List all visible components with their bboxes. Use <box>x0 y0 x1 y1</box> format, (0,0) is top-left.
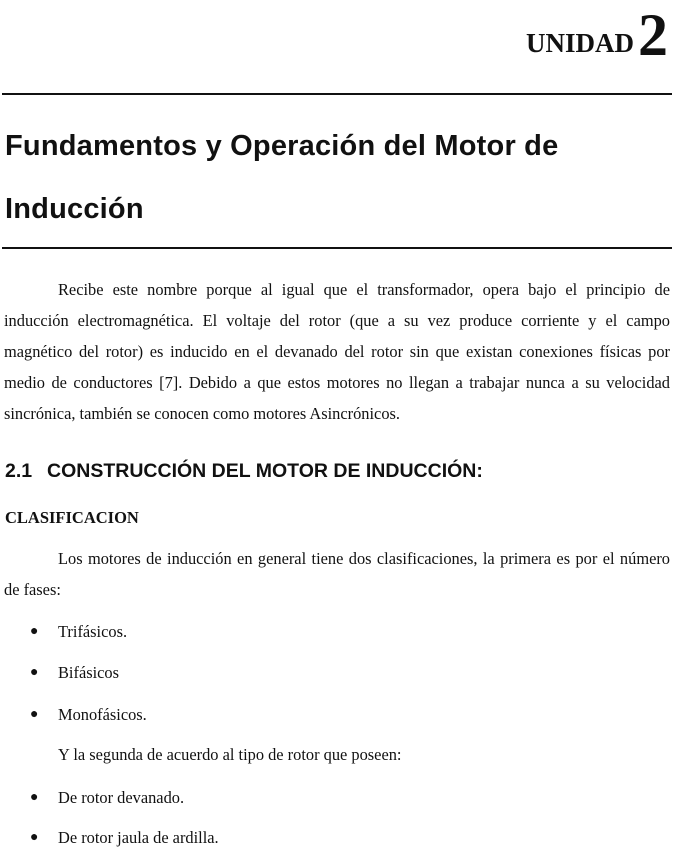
chapter-title: Fundamentos y Operación del Motor de Inducción <box>5 130 559 225</box>
section-number: 2.1 <box>5 460 33 482</box>
list-item-text: Monofásicos. <box>58 705 147 724</box>
top-rule <box>2 93 672 95</box>
classification-subheading: CLASIFICACION <box>5 508 139 527</box>
section-title: CONSTRUCCIÓN DEL MOTOR DE INDUCCIÓN: <box>47 460 483 482</box>
bullet-icon: ● <box>30 830 39 845</box>
list-item-text: De rotor devanado. <box>58 788 185 807</box>
list-item-text: Trifásicos. <box>58 622 128 641</box>
classification-paragraph: Los motores de inducción en general tiene dos clasificaciones, la primera es por el número de fases: <box>4 549 670 599</box>
unit-label: UNIDAD <box>526 28 634 58</box>
bottom-rule <box>2 247 672 249</box>
bullet-icon: ● <box>30 665 39 680</box>
bullet-icon: ● <box>30 707 39 722</box>
bullet-icon: ● <box>30 624 39 639</box>
list-item-text: De rotor jaula de ardilla. <box>58 828 219 847</box>
section-heading <box>5 460 483 483</box>
list-item-text: Bifásicos <box>58 663 120 682</box>
unit-number: 2 <box>638 1 668 68</box>
unit-header <box>526 0 668 68</box>
rotor-intro: Y la segunda de acuerdo al tipo de rotor que poseen: <box>58 745 402 764</box>
intro-paragraph: Recibe este nombre porque al igual que el transformador, opera bajo el principio de inducción electromagnética. El voltaje del rotor (que a su vez produce corriente y el campo magnético del rotor) es inducido en el devanado del rotor sin que existan conexiones físicas por medio de conductores [7]. Debido a que estos motores no llegan a trabajar nunca a su velocidad sincrónica, también se conocen como motores Asincrónicos. <box>4 280 670 423</box>
bullet-icon: ● <box>30 790 39 805</box>
